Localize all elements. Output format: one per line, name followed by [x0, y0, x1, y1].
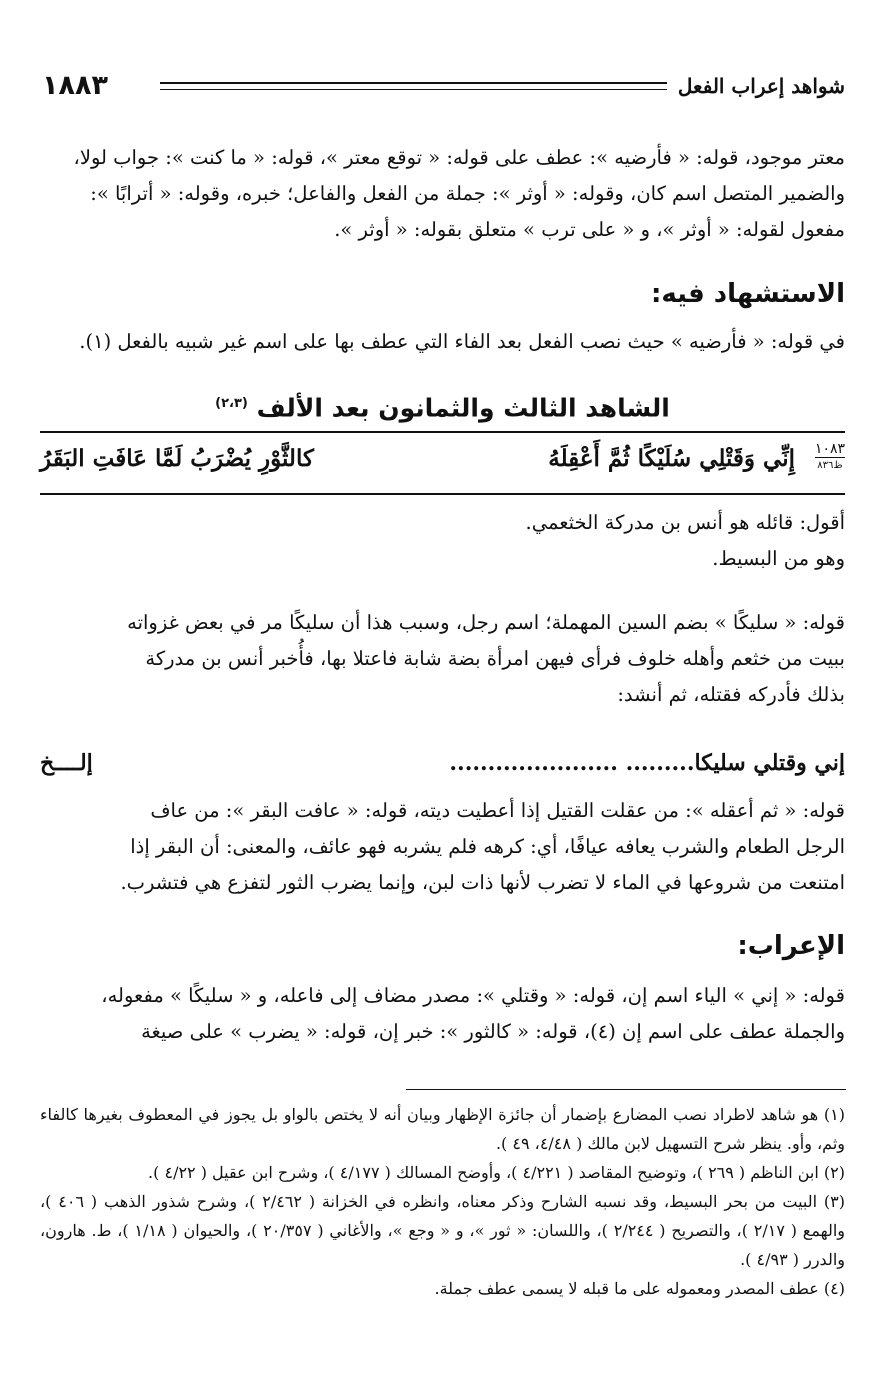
header-rule-thin: [160, 89, 667, 90]
section-heading: الإعراب:: [737, 931, 845, 961]
paragraph-meaning: [40, 793, 845, 901]
verse-number: [815, 441, 845, 474]
quoted-verse: [40, 740, 845, 786]
text-line: والجملة عطف على اسم إن (٤)، قوله: « كالثور »: خبر إن، قوله: « يضرب » على صيغة: [141, 1020, 845, 1043]
paragraph-intro: [40, 140, 845, 248]
text-line: معتر موجود، قوله: « فأرضيه »: عطف على قوله: « توقع معتر »، قوله: « ما كنت »: جواب لولا،: [73, 146, 845, 169]
shahid-heading: [40, 383, 845, 429]
text-line: الرجل الطعام والشرب يعافه عيافًا، أي: كرهه فلم يشربه فهو عائف، والمعنى: أن البقر إذا: [130, 835, 845, 858]
text-line: أقول: قائله هو أنس بن مدركة الخثعمي.: [525, 511, 845, 534]
footnote: (٣) البيت من بحر البسيط، وقد نسبه الشارح وذكر معناه، وانظره في الخزانة ( ٢/٤٦٢ )، وشرح شذور الذهب ( ٤٠٦ )، والهمع ( ٢/١٧ )، والتصريح ( ٢/٢٤٤ )، واللسان: « ثور »، و « وجع »، والأغاني ( ٢٠/٣٥٧ )، والحيوان ( ١/١٨ )، ط. هارون، والدرر ( ٤/٩٣ ).: [40, 1192, 846, 1269]
verse-number-text: ١٠٨٣: [814, 441, 845, 457]
istishhad-section: [40, 272, 845, 360]
page-number: ١٨٨٣: [42, 70, 108, 101]
text-line: قوله: « ثم أعقله »: من عقلت القتيل إذا أعطيت ديته، قوله: « عافت البقر »: من عاف: [150, 799, 845, 822]
shahid-heading-text: الشاهد الثالث والثمانون بعد الألف: [256, 393, 670, 423]
footnotes: [40, 1100, 845, 1303]
footnote-separator: [406, 1089, 846, 1090]
quoted-verse-first: إني وقتلي سليكا.........: [625, 750, 845, 776]
irab-section: [40, 924, 845, 1050]
text-line: مفعول لقوله: « أوثر »، و « على ترب » متعلق بقوله: « أوثر ».: [334, 218, 845, 241]
verse-box: [40, 431, 845, 495]
text-line: في قوله: « فأرضيه » حيث نصب الفعل بعد الفاء التي عطف بها على اسم غير شبيه بالفعل (١).: [79, 330, 845, 353]
header-rule: [160, 82, 667, 84]
text-line: والضمير المتصل اسم كان، وقوله: « أوثر »: جملة من الفعل والفاعل؛ خبره، وقوله: « أترابًا »:: [90, 182, 845, 205]
footnote: (٢) ابن الناظم ( ٢٦٩ )، وتوضيح المقاصد ( ٤/٢٢١ )، وأوضح المسالك ( ٤/١٧٧ )، وشرح ابن عقيل ( ٤/٢٢ ).: [148, 1163, 845, 1182]
text-line: بذلك فأدركه فقتله، ثم أنشد:: [617, 683, 845, 706]
footnote-ref: (٢،٣): [215, 396, 248, 411]
quoted-verse-ellipsis: إلــــخ: [40, 750, 93, 776]
quoted-verse-dots: ......................: [449, 750, 618, 776]
footnote: (٤) عطف المصدر ومعموله على ما قبله لا يسمى عطف جملة.: [434, 1279, 845, 1298]
running-title: شواهد إعراب الفعل: [677, 74, 845, 98]
text-line: قوله: « إني » الياء اسم إن، قوله: « وقتلي »: مصدر مضاف إلى فاعله، و « سليكًا » مفعوله،: [101, 984, 845, 1007]
footnote: (١) هو شاهد لاطراد نصب المضارع بإضمار أن جائزة الإظهار وبيان أنه لا يختص بالواو بل يجوز في المعطوف بغيرها كالفاء وثم، وأو. ينظر شرح التسهيل لابن مالك ( ٤/٤٨، ٤٩ ).: [40, 1105, 845, 1153]
paragraph-story: [40, 605, 845, 713]
verse-meter-label: ظ٨٣٦: [815, 457, 845, 474]
shahid-title: [40, 383, 845, 429]
text-line: ببيت من خثعم وأهله خلوف فرأى فيهن امرأة بضة شابة فاعتلا بها، فأُخبر أنس بن مدركة: [145, 647, 845, 670]
verse-hemistich-first: إِنِّي وَقَتْلِي سُلَيْكًا ثُمَّ أَعْقِلَهُ: [548, 445, 795, 472]
page-header: [40, 64, 845, 104]
text-line: وهو من البسيط.: [712, 547, 845, 570]
text-line: قوله: « سليكًا » بضم السين المهملة؛ اسم رجل، وسبب هذا أن سليكًا مر في بعض غزواته: [127, 611, 845, 634]
aqul-section: [40, 505, 845, 577]
section-heading: الاستشهاد فيه:: [650, 279, 845, 309]
verse-hemistich-second: كالثَّوْرِ يُضْرَبُ لَمَّا عَافَتِ البَقَرُ: [40, 445, 314, 472]
text-line: امتنعت من شروعها في الماء لا تضرب لأنها ذات لبن، وإنما يضرب الثور لتفزع هي فتشرب.: [120, 871, 845, 894]
